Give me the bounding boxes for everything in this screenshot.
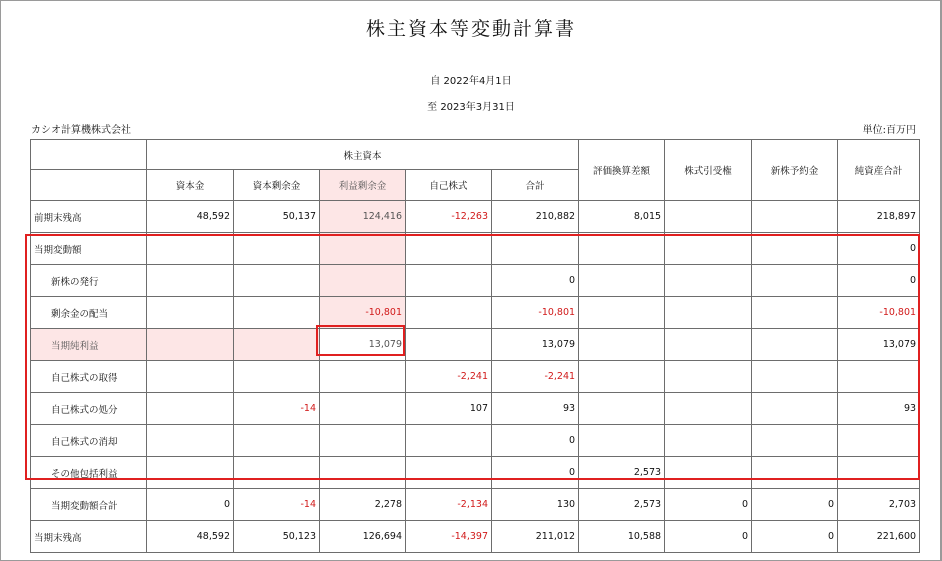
cell-subtotal: -10,801: [492, 297, 579, 329]
cell-capital-surplus: [234, 233, 320, 265]
row-label: 自己株式の消却: [31, 425, 147, 457]
row-new-issue: [31, 265, 920, 297]
cell-subtotal: 130: [492, 489, 579, 521]
cell-subtotal: 211,012: [492, 521, 579, 553]
equity-statement-table: [30, 139, 920, 553]
cell-subtotal: 0: [492, 265, 579, 297]
cell-share-acquisition: 0: [665, 521, 752, 553]
cell-valuation: [579, 265, 665, 297]
header-valuation: 評価換算差額: [579, 140, 665, 201]
cell-valuation: 10,588: [579, 521, 665, 553]
cell-treasury-stock: 107: [406, 393, 492, 425]
cell-capital-surplus: [234, 457, 320, 489]
cell-capital: [147, 425, 234, 457]
cell-share-acquisition: [665, 425, 752, 457]
cell-subtotal: 93: [492, 393, 579, 425]
cell-net-assets: 93: [838, 393, 920, 425]
header-row-1: [31, 140, 920, 170]
header-retained-earnings: 利益剰余金: [320, 170, 406, 201]
row-dividends: [31, 297, 920, 329]
row-label: 前期末残高: [31, 201, 147, 233]
cell-net-assets: 0: [838, 233, 920, 265]
row-label: 自己株式の取得: [31, 361, 147, 393]
cell-stock-options: [752, 297, 838, 329]
cell-valuation: [579, 393, 665, 425]
cell-treasury-stock: [406, 425, 492, 457]
cell-valuation: 2,573: [579, 489, 665, 521]
cell-treasury-stock: -2,134: [406, 489, 492, 521]
cell-share-acquisition: [665, 265, 752, 297]
document-title: 株主資本等変動計算書: [365, 18, 576, 40]
cell-share-acquisition: 0: [665, 489, 752, 521]
row-treasury-dispose: [31, 393, 920, 425]
row-net-income: [31, 329, 920, 361]
cell-treasury-stock: [406, 297, 492, 329]
row-total-changes: [31, 489, 920, 521]
cell-share-acquisition: [665, 233, 752, 265]
cell-retained-earnings: 124,416: [320, 201, 406, 233]
corner-cell: [31, 140, 147, 170]
cell-net-assets: 221,600: [838, 521, 920, 553]
row-label: 当期変動額: [31, 233, 147, 265]
row-label: その他包括利益: [31, 457, 147, 489]
cell-capital: 48,592: [147, 201, 234, 233]
cell-retained-earnings: [320, 265, 406, 297]
cell-share-acquisition: [665, 297, 752, 329]
cell-valuation: [579, 329, 665, 361]
cell-net-assets: 13,079: [838, 329, 920, 361]
cell-stock-options: 0: [752, 489, 838, 521]
cell-subtotal: 0: [492, 425, 579, 457]
cell-share-acquisition: [665, 329, 752, 361]
cell-treasury-stock: -12,263: [406, 201, 492, 233]
cell-capital: 0: [147, 489, 234, 521]
cell-stock-options: [752, 329, 838, 361]
cell-treasury-stock: [406, 457, 492, 489]
header-subtotal: 合計: [492, 170, 579, 201]
cell-subtotal: 13,079: [492, 329, 579, 361]
cell-retained-earnings: [320, 233, 406, 265]
cell-net-assets: [838, 361, 920, 393]
cell-retained-earnings: [320, 425, 406, 457]
row-opening: [31, 201, 920, 233]
cell-subtotal: 210,882: [492, 201, 579, 233]
cell-share-acquisition: [665, 393, 752, 425]
cell-stock-options: [752, 265, 838, 297]
cell-capital-surplus: 50,123: [234, 521, 320, 553]
row-label: 当期末残高: [31, 521, 147, 553]
cell-subtotal: 0: [492, 457, 579, 489]
cell-stock-options: [752, 393, 838, 425]
cell-share-acquisition: [665, 361, 752, 393]
cell-capital-surplus: [234, 425, 320, 457]
row-other-income: [31, 457, 920, 489]
cell-treasury-stock: -14,397: [406, 521, 492, 553]
row-closing: [31, 521, 920, 553]
cell-valuation: [579, 297, 665, 329]
cell-capital-surplus: [234, 265, 320, 297]
cell-treasury-stock: -2,241: [406, 361, 492, 393]
cell-capital: [147, 393, 234, 425]
cell-treasury-stock: [406, 265, 492, 297]
header-share-acquisition: 株式引受権: [665, 140, 752, 201]
cell-retained-earnings: 2,278: [320, 489, 406, 521]
cell-stock-options: [752, 457, 838, 489]
cell-capital-surplus: -14: [234, 489, 320, 521]
cell-retained-earnings: [320, 457, 406, 489]
cell-net-assets: [838, 457, 920, 489]
cell-stock-options: 0: [752, 521, 838, 553]
header-treasury-stock: 自己株式: [406, 170, 492, 201]
cell-retained-earnings: -10,801: [320, 297, 406, 329]
cell-treasury-stock: [406, 329, 492, 361]
cell-retained-earnings: 13,079: [320, 329, 406, 361]
cell-retained-earnings: 126,694: [320, 521, 406, 553]
cell-net-assets: 2,703: [838, 489, 920, 521]
cell-net-assets: 218,897: [838, 201, 920, 233]
cell-valuation: 8,015: [579, 201, 665, 233]
row-treasury-retire: [31, 425, 920, 457]
cell-share-acquisition: [665, 457, 752, 489]
cell-subtotal: [492, 233, 579, 265]
row-label: 新株の発行: [31, 265, 147, 297]
cell-stock-options: [752, 233, 838, 265]
row-treasury-acquire: [31, 361, 920, 393]
cell-valuation: [579, 233, 665, 265]
header-capital: 資本金: [147, 170, 234, 201]
cell-net-assets: 0: [838, 265, 920, 297]
company-name: カシオ計算機株式会社: [31, 125, 131, 136]
row-changes: [31, 233, 920, 265]
cell-net-assets: [838, 425, 920, 457]
cell-stock-options: [752, 361, 838, 393]
header-capital-surplus: 資本剰余金: [234, 170, 320, 201]
cell-treasury-stock: [406, 233, 492, 265]
row-label: 剰余金の配当: [31, 297, 147, 329]
cell-capital: [147, 361, 234, 393]
cell-valuation: [579, 361, 665, 393]
cell-net-assets: -10,801: [838, 297, 920, 329]
period-start: 自 2022年4月1日: [430, 76, 512, 87]
row-label: 自己株式の処分: [31, 393, 147, 425]
row-label: 当期純利益: [31, 329, 147, 361]
cell-retained-earnings: [320, 361, 406, 393]
cell-capital: [147, 233, 234, 265]
corner-cell-2: [31, 170, 147, 201]
cell-capital: [147, 265, 234, 297]
cell-valuation: [579, 425, 665, 457]
unit-label: 単位:百万円: [862, 125, 916, 136]
cell-retained-earnings: [320, 393, 406, 425]
header-shareholders-equity: 株主資本: [147, 140, 579, 170]
cell-capital-surplus: [234, 297, 320, 329]
period-end: 至 2023年3月31日: [427, 102, 515, 113]
row-label: 当期変動額合計: [31, 489, 147, 521]
cell-share-acquisition: [665, 201, 752, 233]
cell-valuation: 2,573: [579, 457, 665, 489]
cell-capital: 48,592: [147, 521, 234, 553]
cell-capital-surplus: [234, 361, 320, 393]
cell-capital: [147, 297, 234, 329]
cell-subtotal: -2,241: [492, 361, 579, 393]
cell-capital: [147, 329, 234, 361]
cell-capital-surplus: -14: [234, 393, 320, 425]
cell-capital-surplus: [234, 329, 320, 361]
header-stock-options: 新株予約金: [752, 140, 838, 201]
cell-stock-options: [752, 201, 838, 233]
cell-capital-surplus: 50,137: [234, 201, 320, 233]
cell-stock-options: [752, 425, 838, 457]
cell-capital: [147, 457, 234, 489]
header-net-assets: 純資産合計: [838, 140, 920, 201]
